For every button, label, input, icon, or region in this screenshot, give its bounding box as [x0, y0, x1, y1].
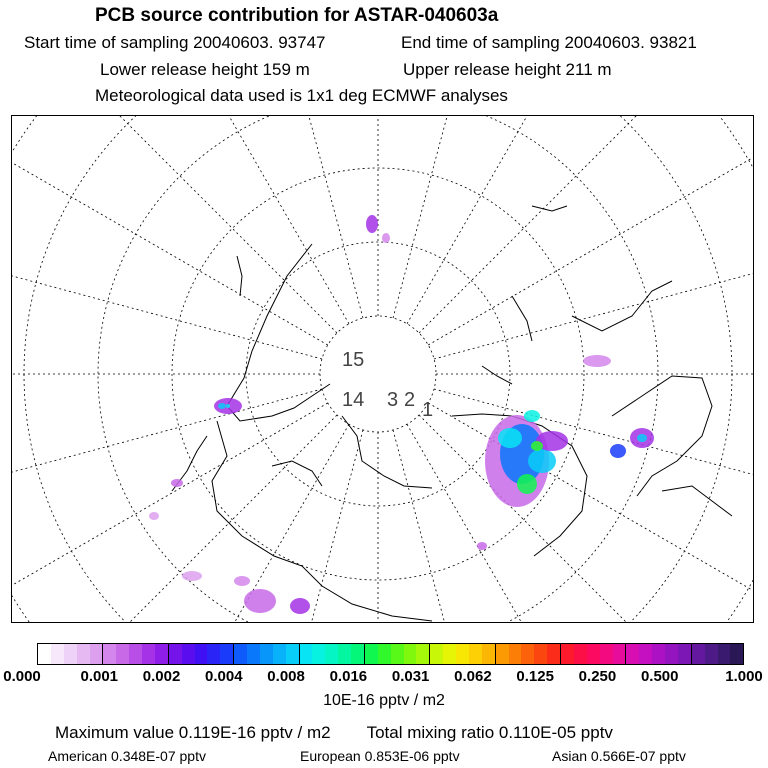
colorbar-tick-label: 0.004: [205, 668, 243, 685]
meridian-line: [12, 403, 328, 623]
coastline: [532, 206, 567, 211]
colorbar-cell: [692, 644, 705, 664]
meridian-line: [393, 116, 559, 318]
colorbar-cell: [103, 644, 116, 664]
colorbar-cell: [286, 644, 300, 664]
colorbar-cell: [116, 644, 129, 664]
map-panel: [11, 115, 754, 623]
concentration-blob: [234, 576, 250, 586]
colorbar-cell: [678, 644, 692, 664]
colorbar-tick-label: 0.500: [640, 668, 679, 685]
colorbar-cell: [64, 644, 77, 664]
colorbar-cell: [300, 644, 313, 664]
max-value-label: Maximum value 0.119E-16 pptv / m2: [55, 723, 331, 742]
colorbar-cell: [51, 644, 64, 664]
colorbar-cell: [430, 644, 443, 664]
latitude-circle: [12, 116, 754, 623]
meridian-line: [12, 116, 337, 333]
colorbar-cell: [142, 644, 155, 664]
colorbar-cell: [547, 644, 561, 664]
colorbar-cell: [730, 644, 743, 664]
meridian-line: [12, 389, 322, 555]
colorbar-cell: [456, 644, 469, 664]
concentration-field: [149, 215, 654, 614]
colorbar-cell: [416, 644, 430, 664]
colorbar-ticks: [0, 668, 768, 688]
meridian-line: [12, 415, 337, 623]
colorbar-cell: [195, 644, 208, 664]
concentration-blob: [290, 598, 310, 614]
colorbar-cell: [90, 644, 104, 664]
coastline: [662, 486, 732, 516]
colorbar-cell: [207, 644, 220, 664]
colorbar-cell: [312, 644, 325, 664]
colorbar-cell: [639, 644, 652, 664]
colorbar-cell: [587, 644, 600, 664]
concentration-blob: [218, 403, 226, 409]
latitude-circle: [24, 116, 732, 623]
colorbar-cell: [534, 644, 547, 664]
colorbar-cell: [665, 644, 678, 664]
concentration-blob: [244, 589, 276, 613]
colorbar-tick-label: 0.000: [3, 668, 41, 685]
meridian-line: [12, 116, 328, 345]
lower-height-label: Lower release height 159 m: [100, 60, 310, 79]
concentration-blob: [382, 233, 390, 243]
colorbar-units: 10E-16 pptv / m2: [323, 692, 445, 709]
pole-label: 14: [342, 389, 365, 411]
colorbar-tick-label: 0.031: [391, 668, 430, 685]
upper-height-label: Upper release height 211 m: [403, 60, 612, 79]
colorbar-tick-label: 0.008: [267, 668, 305, 685]
pole-labels: [342, 349, 433, 421]
coastline: [612, 376, 712, 496]
colorbar-cell: [521, 644, 534, 664]
colorbar-cell: [220, 644, 234, 664]
colorbar-cell: [169, 644, 182, 664]
summary-line-1: [55, 723, 613, 743]
colorbar-cell: [391, 644, 404, 664]
meridian-line: [197, 116, 363, 318]
meridian-line: [407, 424, 728, 623]
meridian-line: [197, 430, 363, 623]
coastline: [482, 366, 512, 384]
colorbar-cell: [561, 644, 574, 664]
lat-lon-grid: [12, 116, 754, 623]
colorbar-cell: [182, 644, 195, 664]
colorbar-cell: [404, 644, 417, 664]
colorbar-cell: [38, 644, 51, 664]
colorbar-cell: [351, 644, 365, 664]
coastline: [342, 416, 432, 488]
concentration-blob: [226, 404, 230, 408]
concentration-blob: [149, 512, 159, 520]
colorbar-tick-label: 0.250: [578, 668, 617, 685]
colorbar-cell: [509, 644, 522, 664]
latitude-circle: [98, 116, 658, 623]
colorbar-tick-label: 0.001: [80, 668, 119, 685]
american-label: American 0.348E-07 pptv: [48, 748, 206, 764]
concentration-blob: [610, 444, 626, 458]
colorbar-cell: [325, 644, 338, 664]
colorbar-cell: [496, 644, 509, 664]
colorbar-cell: [705, 644, 718, 664]
concentration-blob: [366, 215, 378, 233]
colorbar-cell: [482, 644, 496, 664]
colorbar-cell: [574, 644, 587, 664]
concentration-blob: [517, 474, 537, 494]
end-time-label: End time of sampling 20040603. 93821: [401, 33, 697, 52]
concentration-blob: [477, 542, 487, 550]
meridian-line: [428, 116, 754, 345]
concentration-blob: [171, 479, 183, 487]
asian-label: Asian 0.566E-07 pptv: [552, 748, 686, 764]
coastline: [227, 244, 330, 421]
european-label: European 0.853E-06 pptv: [300, 748, 460, 764]
colorbar-cell: [718, 644, 731, 664]
colorbar-cell: [338, 644, 351, 664]
concentration-blob: [637, 434, 647, 442]
coastline: [572, 281, 672, 331]
colorbar-cell: [626, 644, 639, 664]
pole-label: 3: [387, 389, 399, 411]
meridian-line: [12, 193, 322, 359]
pole-label: 15: [342, 349, 365, 371]
colorbar-cell: [273, 644, 286, 664]
pole-label: 1: [422, 399, 434, 421]
colorbar-cell: [378, 644, 391, 664]
colorbar-cell: [155, 644, 169, 664]
colorbar-cell: [77, 644, 90, 664]
polar-map: [12, 116, 754, 623]
colorbar-tick-label: 0.125: [516, 668, 554, 685]
start-time-label: Start time of sampling 20040603. 93747: [24, 33, 326, 52]
colorbar: [37, 643, 744, 665]
plot-title: PCB source contribution for ASTAR-040603a: [95, 5, 499, 26]
pole-label: 2: [404, 389, 416, 411]
concentration-blob: [528, 449, 556, 473]
coastline: [237, 256, 242, 296]
concentration-blob: [583, 355, 611, 367]
concentration-blob: [182, 571, 202, 581]
colorbar-cell: [652, 644, 665, 664]
colorbar-tick-label: 1.000: [725, 668, 763, 685]
colorbar-cell: [247, 644, 260, 664]
meridian-line: [28, 424, 349, 623]
meridian-line: [428, 403, 754, 623]
concentration-blob: [524, 410, 540, 422]
colorbar-cell: [443, 644, 456, 664]
colorbar-cell: [260, 644, 273, 664]
concentration-blob: [531, 441, 543, 451]
meridian-line: [419, 116, 754, 333]
meridian-line: [419, 415, 754, 623]
colorbar-cell: [129, 644, 142, 664]
concentration-blob: [498, 428, 522, 448]
coastline: [272, 461, 322, 486]
meridian-line: [434, 193, 754, 359]
colorbar-cell: [365, 644, 378, 664]
colorbar-tick-label: 0.062: [454, 668, 492, 685]
colorbar-cell: [600, 644, 613, 664]
met-data-label: Meteorological data used is 1x1 deg ECMWF analyses: [95, 86, 508, 105]
colorbar-cell: [613, 644, 627, 664]
colorbar-cell: [234, 644, 247, 664]
colorbar-tick-label: 0.016: [329, 668, 368, 685]
coastline: [512, 296, 532, 341]
total-mixing-label: Total mixing ratio 0.110E-05 pptv: [366, 723, 613, 742]
colorbar-tick-label: 0.002: [142, 668, 181, 685]
colorbar-cell: [469, 644, 482, 664]
latitude-circle: [320, 316, 436, 432]
coastlines: [172, 206, 732, 621]
